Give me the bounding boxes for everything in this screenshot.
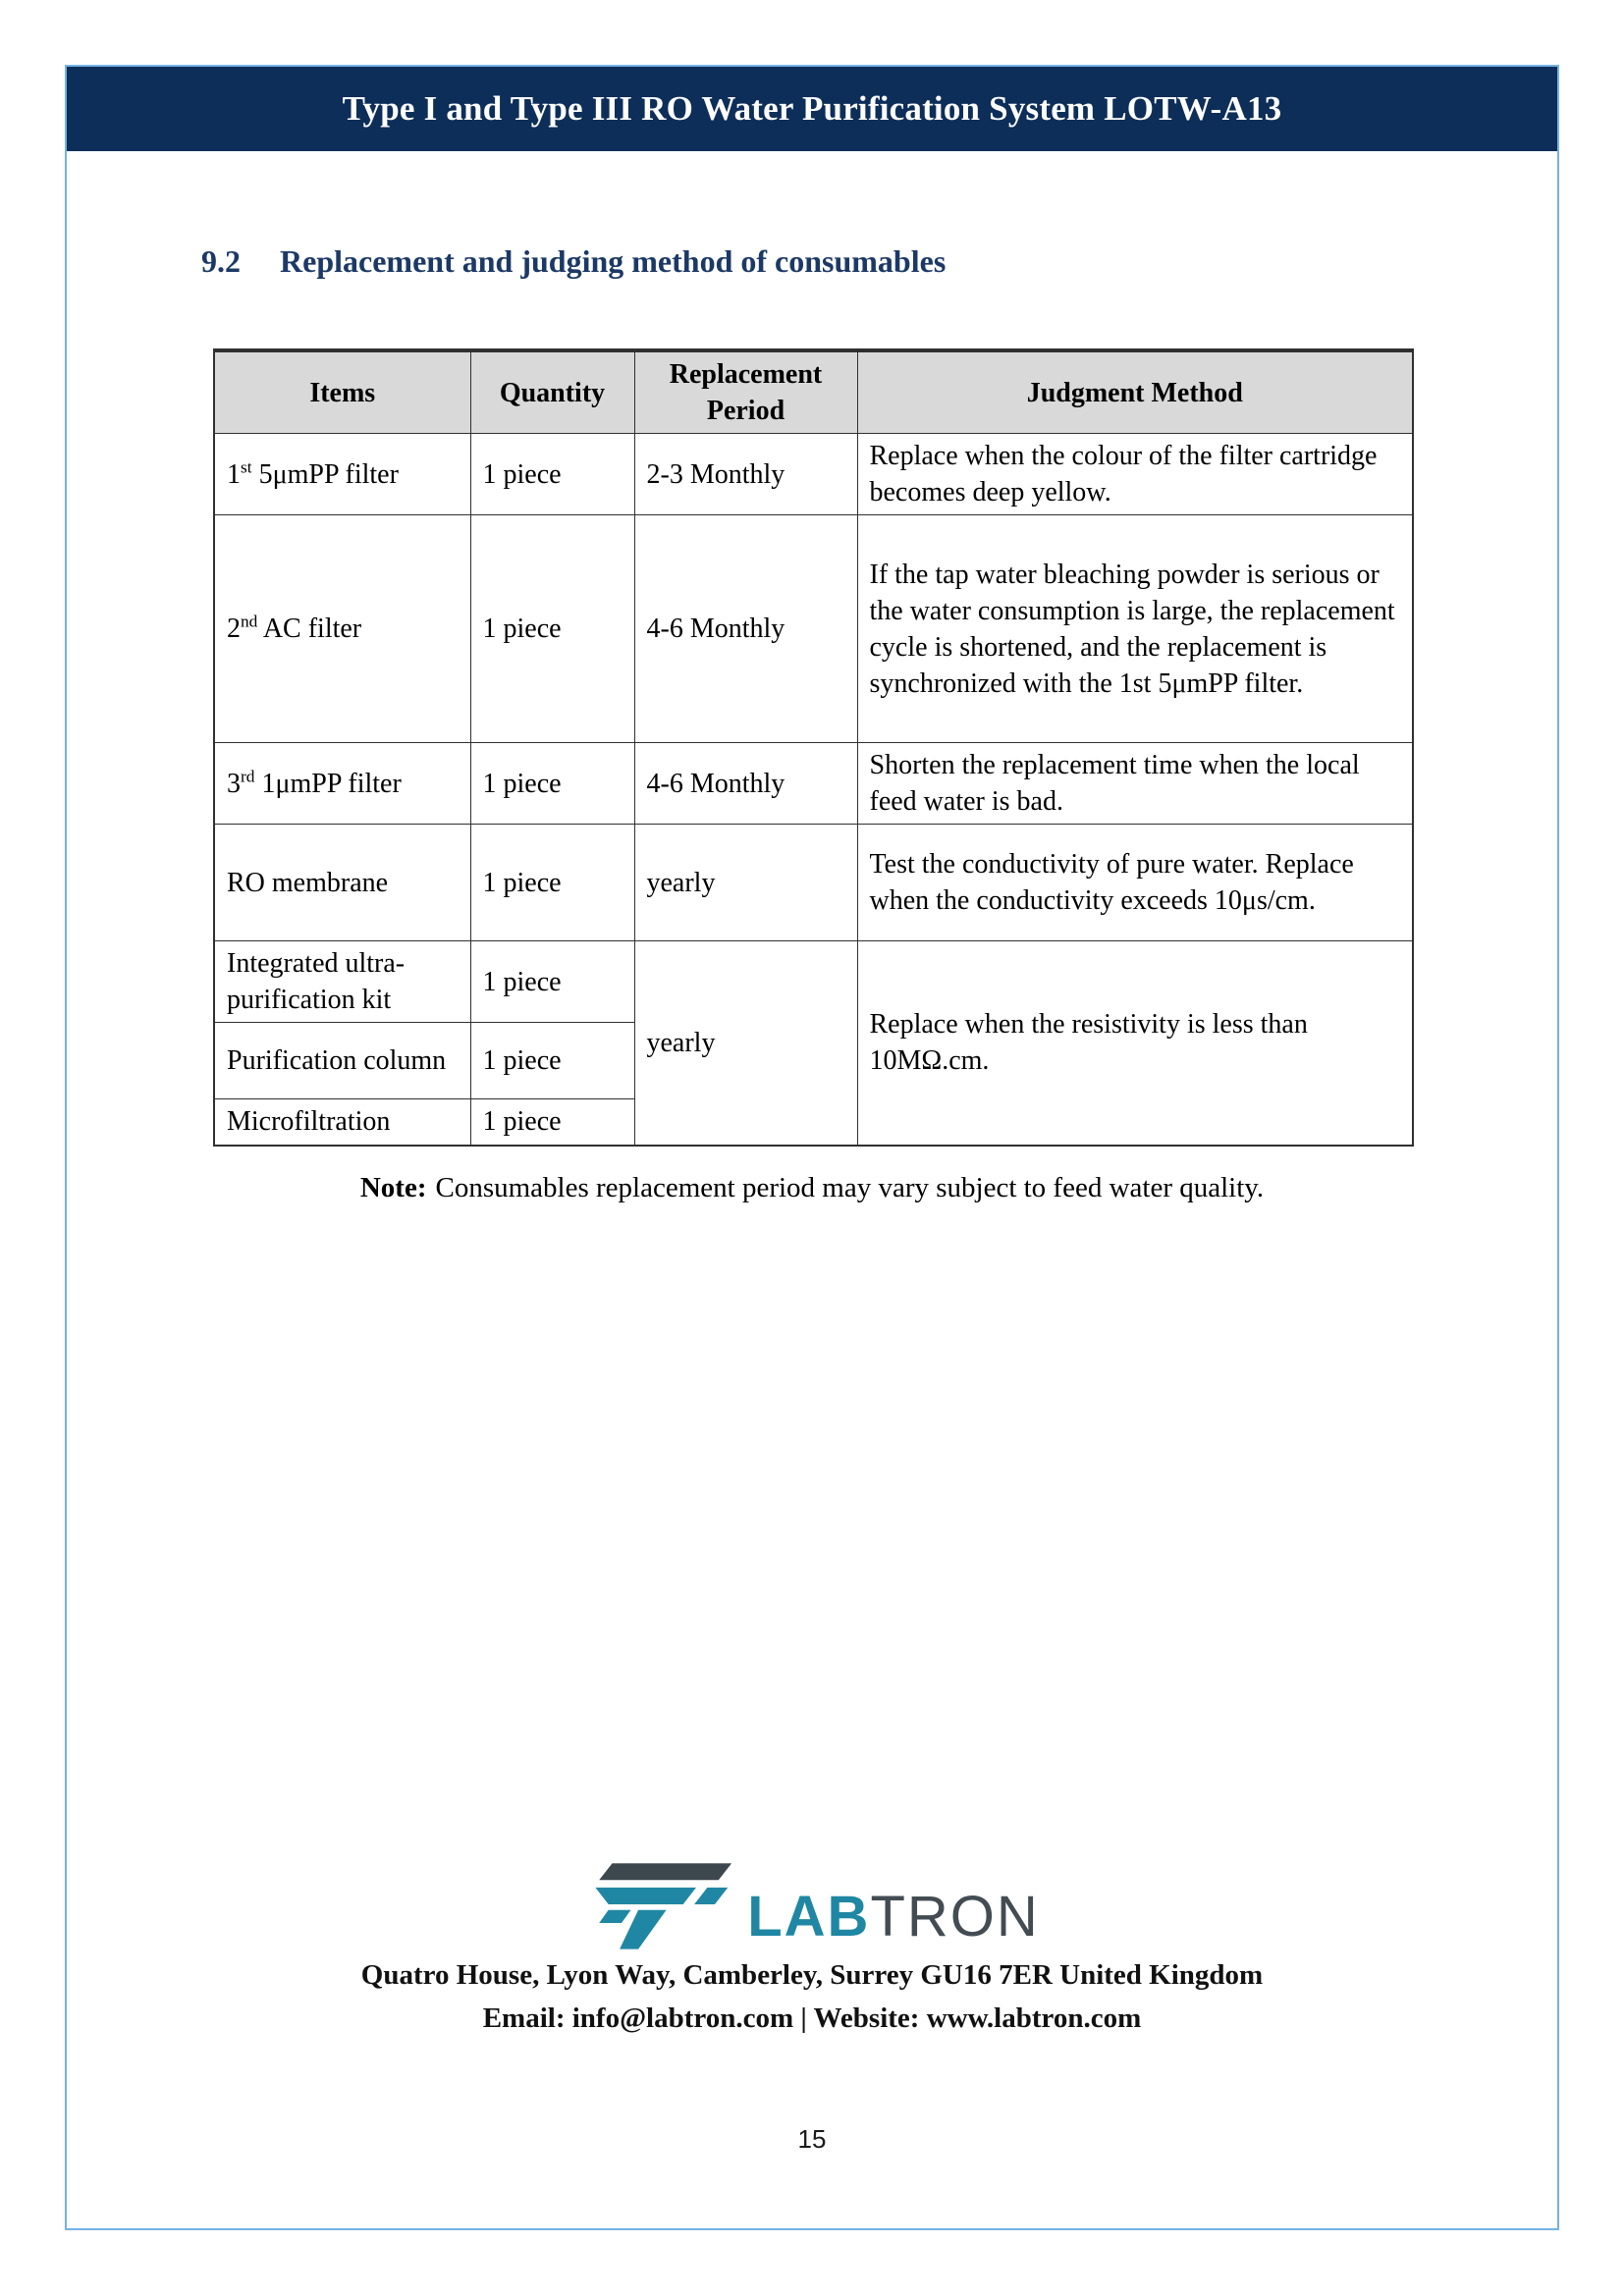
item-cell: 1st 5μmPP filter	[214, 434, 470, 515]
page-frame	[65, 65, 1559, 2230]
page-number: 15	[797, 2124, 827, 2154]
quantity-cell: 1 piece	[470, 941, 634, 1023]
note	[67, 1172, 1557, 1204]
item-cell: RO membrane	[214, 825, 470, 941]
quantity-cell: 1 piece	[470, 825, 634, 941]
consumables-table-wrap	[213, 348, 1412, 1147]
labtron-logo	[67, 1855, 1557, 1953]
item-cell: 3rd 1μmPP filter	[214, 743, 470, 825]
quantity-cell: 1 piece	[470, 743, 634, 825]
item-cell: Microfiltration	[214, 1099, 470, 1146]
footer-address: Quatro House, Lyon Way, Camberley, Surrey GU16 7ER United Kingdom	[360, 1959, 1264, 1991]
judgment-cell: Replace when the colour of the filter cartridge becomes deep yellow.	[857, 434, 1413, 515]
quantity-cell: 1 piece	[470, 434, 634, 515]
column-header-judgment: Judgment Method	[857, 350, 1413, 434]
labtron-mark-icon	[584, 1857, 733, 1951]
judgment-cell: Test the conductivity of pure water. Replace when the conductivity exceeds 10μs/cm.	[857, 825, 1413, 941]
note-text: Consumables replacement period may vary subject to feed water quality.	[435, 1172, 1265, 1203]
table-row	[214, 825, 1413, 941]
period-cell-merged: yearly	[634, 941, 857, 1146]
logo-lab: LAB	[747, 1885, 871, 1949]
quantity-cell: 1 piece	[470, 515, 634, 743]
note-label: Note:	[359, 1172, 427, 1203]
quantity-cell: 1 piece	[470, 1023, 634, 1099]
document-header-bar	[67, 67, 1557, 151]
footer-contact: Email: info@labtron.com | Website: www.labtron.com	[482, 2002, 1142, 2034]
item-cell: Purification column	[214, 1023, 470, 1099]
period-cell: 4-6 Monthly	[634, 515, 857, 743]
quantity-cell: 1 piece	[470, 1099, 634, 1146]
consumables-table	[213, 348, 1414, 1147]
judgment-cell: Shorten the replacement time when the local feed water is bad.	[857, 743, 1413, 825]
item-cell: 2nd AC filter	[214, 515, 470, 743]
section-title: Replacement and judging method of consumables	[280, 243, 947, 279]
logo-tron: TRON	[870, 1885, 1040, 1949]
period-cell: yearly	[634, 825, 857, 941]
table-row	[214, 434, 1413, 515]
judgment-cell: If the tap water bleaching powder is serious or the water consumption is large, the replacement cycle is shortened, and the replacement is synchronized with the 1st 5μmPP filter.	[857, 515, 1413, 743]
period-cell: 2-3 Monthly	[634, 434, 857, 515]
table-row	[214, 515, 1413, 743]
table-row	[214, 743, 1413, 825]
column-header-quantity: Quantity	[470, 350, 634, 434]
judgment-cell-merged: Replace when the resistivity is less than 10MΩ.cm.	[857, 941, 1413, 1146]
item-cell: Integrated ultra-purification kit	[214, 941, 470, 1023]
document-title: Type I and Type III RO Water Purification System LOTW-A13	[342, 89, 1282, 128]
column-header-period: Replacement Period	[634, 350, 857, 434]
logo-wordmark	[747, 1863, 1040, 1949]
table-header-row	[214, 350, 1413, 434]
table-row	[214, 941, 1413, 1023]
period-cell: 4-6 Monthly	[634, 743, 857, 825]
section-number: 9.2	[201, 243, 241, 279]
column-header-items: Items	[214, 350, 470, 434]
